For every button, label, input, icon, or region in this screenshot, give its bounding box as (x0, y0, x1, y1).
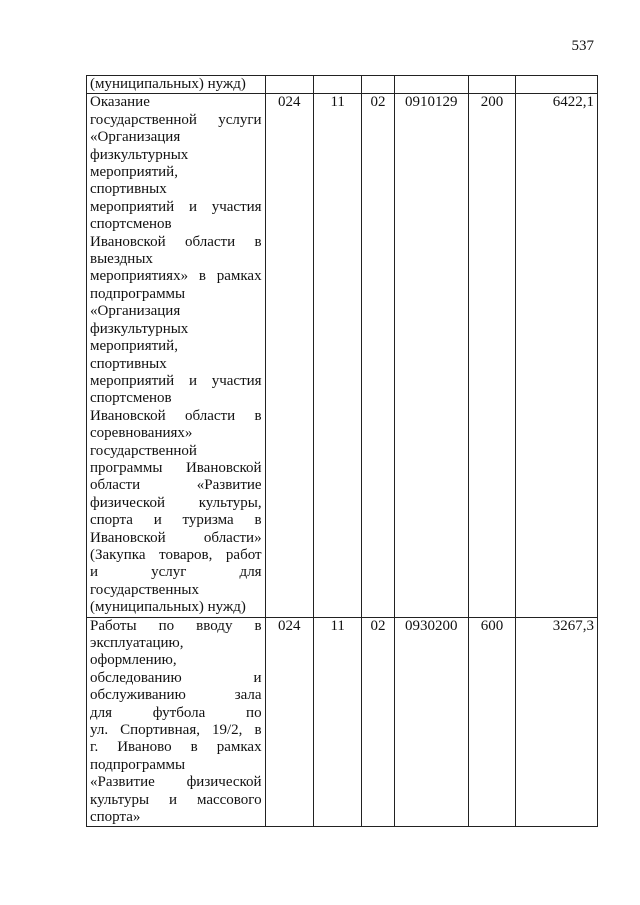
expense-name-line: спорта и туризма в (90, 512, 262, 529)
expense-name-line: «Организация (90, 303, 181, 320)
expense-name-line: Работы по вводу в (90, 617, 262, 634)
table-row (87, 94, 598, 617)
expense-name-line: г. Иваново в рамках (90, 739, 262, 756)
budget-table (86, 75, 598, 827)
cell-amount: 6422,1 (516, 94, 598, 617)
table-row (87, 76, 598, 94)
cell-amount (516, 76, 598, 94)
expense-name-line: подпрограммы (90, 285, 186, 302)
cell-expense-name (87, 617, 266, 827)
expense-name-line: физкультурных (90, 146, 189, 163)
expense-name-line: Оказание (90, 94, 150, 111)
cell-grbs: 024 (265, 94, 313, 617)
cell-section: 11 (313, 94, 361, 617)
expense-name-line: физкультурных (90, 320, 189, 337)
expense-name-line: мероприятий, (90, 164, 178, 181)
expense-name-line: обслуживанию зала (90, 687, 262, 704)
cell-section: 11 (313, 617, 361, 827)
expense-name-line: «Организация (90, 129, 181, 146)
expense-name-line: спортивных (90, 355, 167, 372)
expense-name-line: Ивановской области в (90, 407, 262, 424)
cell-expense-type: 200 (468, 94, 515, 617)
expense-name-line: ул. Спортивная, 19/2, в (90, 722, 262, 739)
cell-subsection: 02 (362, 94, 394, 617)
expense-name-line: «Развитие физической (90, 774, 262, 791)
expense-name-line: (муниципальных) нужд) (90, 599, 246, 616)
expense-name-line: оформлению, (90, 652, 177, 669)
expense-name-line: для футбола по (90, 704, 262, 721)
expense-name-line: эксплуатацию, (90, 635, 184, 651)
expense-name-line: государственной услуги (90, 111, 262, 128)
expense-name-line: государственной (90, 442, 197, 459)
expense-name-line: подпрограммы (90, 756, 186, 773)
cell-target-item: 0930200 (394, 617, 468, 827)
cell-amount: 3267,3 (516, 617, 598, 827)
table-body (87, 76, 598, 827)
expense-name-line: мероприятиях» в рамках (90, 268, 262, 285)
expense-name-line: физической культуры, (90, 494, 262, 511)
expense-name-line: (Закупка товаров, работ (90, 546, 262, 563)
expense-name-line: области «Развитие (90, 477, 262, 494)
cell-target-item (394, 76, 468, 94)
cell-grbs (265, 76, 313, 94)
page-number: 537 (571, 38, 594, 54)
expense-name-line: (муниципальных) нужд) (90, 76, 246, 92)
cell-expense-type (468, 76, 515, 94)
expense-name-line: культуры и массового (90, 791, 262, 808)
expense-name-line: Ивановской области» (90, 529, 262, 546)
cell-subsection (362, 76, 394, 94)
cell-expense-name (87, 76, 266, 94)
expense-name-line: программы Ивановской (90, 459, 262, 476)
expense-name-line: мероприятий и участия (90, 372, 262, 389)
expense-name-line: спортивных (90, 181, 167, 198)
cell-target-item: 0910129 (394, 94, 468, 617)
expense-name-line: государственных (90, 581, 199, 598)
expense-name-line: обследованию и (90, 669, 262, 686)
cell-expense-type: 600 (468, 617, 515, 827)
expense-name-line: мероприятий, (90, 338, 178, 355)
expense-name-line: Ивановской области в (90, 233, 262, 250)
expense-name-line: мероприятий и участия (90, 198, 262, 215)
expense-name-line: спортсменов (90, 390, 172, 407)
expense-name-line: выездных (90, 251, 153, 268)
expense-name-line: соревнованиях» (90, 425, 193, 442)
cell-subsection: 02 (362, 617, 394, 827)
cell-section (313, 76, 361, 94)
table-row (87, 617, 598, 827)
cell-grbs: 024 (265, 617, 313, 827)
expense-name-line: спорта» (90, 809, 141, 826)
expense-name-line: спортсменов (90, 216, 172, 233)
cell-expense-name (87, 94, 266, 617)
expense-name-line: и услуг для (90, 564, 262, 581)
